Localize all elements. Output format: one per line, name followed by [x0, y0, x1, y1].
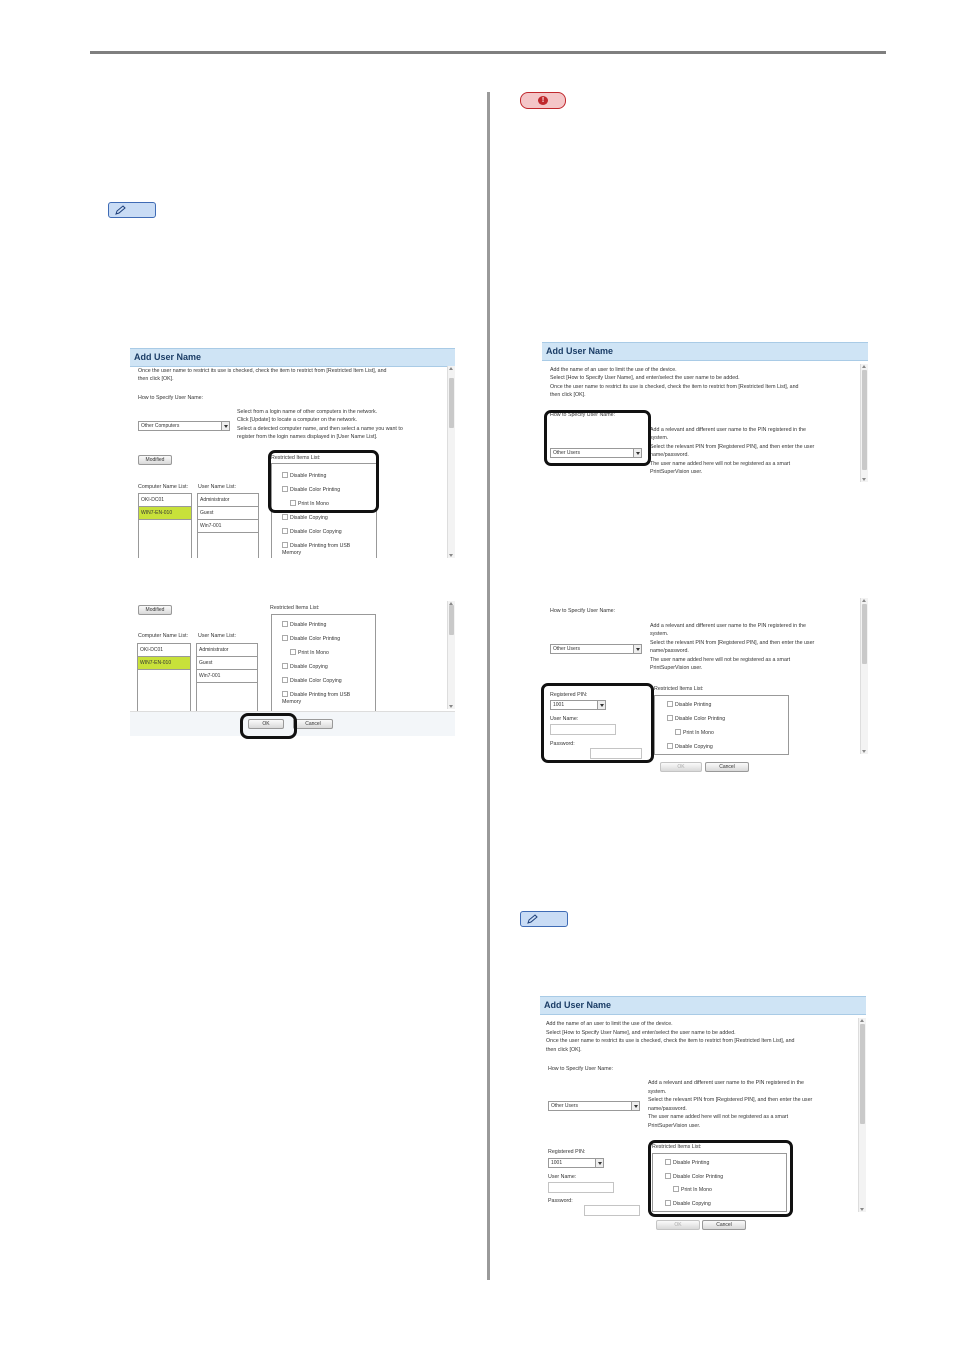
checkbox-item[interactable]: Disable Color Printing	[282, 486, 340, 494]
checkbox-item[interactable]: Print In Mono	[675, 729, 714, 737]
select-value: Other Computers	[141, 423, 180, 429]
scrollbar[interactable]	[860, 364, 868, 482]
dialog-header	[540, 996, 866, 1015]
password-label: Password:	[550, 741, 575, 747]
chevron-down-icon	[631, 1102, 639, 1110]
help-text: Select a detected computer name, and then select a name you want to	[237, 426, 403, 432]
registered-pin-select[interactable]	[548, 1158, 604, 1168]
description-text: Add the name of an user to limit the use of the device.	[546, 1021, 673, 1027]
header-rule	[90, 51, 886, 54]
help-text: The user name added here will not be registered as a smart	[648, 1114, 789, 1120]
dialog-title: Add User Name	[546, 346, 614, 356]
user-name-input[interactable]	[548, 1182, 614, 1193]
checkbox-item[interactable]: Disable Printing	[665, 1159, 709, 1167]
how-to-specify-label: How to Specify User Name:	[550, 608, 616, 614]
list-item[interactable]: OKI-DC01	[138, 644, 190, 657]
highlight-frame	[648, 1140, 793, 1217]
description-text: then click [OK].	[138, 376, 174, 382]
list-item[interactable]: Administrator	[197, 644, 257, 657]
description-text: Once the user name to restrict its use is checked, check the item to restrict from [Restricted Item List], and	[546, 1038, 795, 1044]
select-value: Other Users	[553, 646, 580, 652]
help-text: Select from a login name of other computers in the network.	[237, 409, 378, 415]
restricted-items-label: Restricted Items List:	[654, 686, 704, 692]
description-text: then click [OK].	[546, 1047, 582, 1053]
registered-pin-label: Registered PIN:	[548, 1149, 586, 1155]
checkbox-item[interactable]: Disable Color Copying	[282, 677, 342, 685]
list-item[interactable]: Win7-001	[197, 670, 257, 683]
scrollbar[interactable]	[860, 598, 868, 754]
list-item[interactable]: WIN7-EN-010	[139, 507, 191, 520]
checkbox-item[interactable]: Disable Color Printing	[665, 1173, 723, 1181]
description-text: Once the user name to restrict its use is checked, check the item to restrict from [Restricted Item List], and	[550, 384, 799, 390]
help-text: register from the login names displayed in [User Name List].	[237, 434, 378, 440]
select-value: Other Users	[553, 450, 580, 456]
cancel-button[interactable]: Cancel	[705, 762, 749, 772]
user-name-label: User Name:	[548, 1174, 577, 1180]
how-to-specify-label: How to Specify User Name:	[550, 412, 616, 418]
checkbox-item[interactable]: Print In Mono	[290, 500, 329, 508]
dialog-title: Add User Name	[544, 1000, 612, 1010]
help-text: Select the relevant PIN from [Registered PIN], and then enter the user	[648, 1097, 813, 1103]
how-to-specify-select[interactable]	[550, 644, 642, 654]
computer-name-list[interactable]	[137, 643, 191, 713]
description-text: Once the user name to restrict its use is checked, check the item to restrict from [Restricted Item List], and	[138, 368, 387, 374]
checkbox-item[interactable]: Print In Mono	[673, 1186, 712, 1194]
password-label: Password:	[548, 1198, 573, 1204]
checkbox-item[interactable]: Disable Copying	[282, 514, 328, 522]
registered-pin-label: Registered PIN:	[550, 692, 588, 698]
computer-name-list[interactable]	[138, 493, 192, 558]
ok-button[interactable]: OK	[248, 719, 284, 729]
column-divider	[487, 92, 490, 1280]
pencil-icon	[115, 205, 127, 215]
help-text: PrintSuperVision user.	[650, 665, 703, 671]
checkbox-item[interactable]: Disable Printing	[282, 621, 326, 629]
highlight-frame	[268, 450, 379, 513]
exclamation-icon: !	[538, 96, 548, 105]
modified-button[interactable]: Modified	[138, 605, 172, 615]
note-badge	[520, 92, 566, 109]
dialog-title: Add User Name	[134, 352, 202, 362]
memo-badge	[108, 202, 156, 218]
list-item[interactable]: Guest	[198, 507, 258, 520]
restricted-items-list	[654, 695, 789, 755]
user-list-label: User Name List:	[198, 484, 236, 490]
help-text: name/password.	[648, 1106, 687, 1112]
pencil-icon	[527, 914, 539, 924]
how-to-specify-select[interactable]	[138, 421, 230, 431]
list-item[interactable]: OKI-DC01	[139, 494, 191, 507]
user-name-label: User Name:	[550, 716, 579, 722]
help-text: name/password.	[650, 648, 689, 654]
ok-button[interactable]: OK	[660, 762, 702, 772]
restricted-items-list	[271, 614, 376, 713]
scrollbar[interactable]	[447, 366, 455, 558]
how-to-specify-label: How to Specify User Name:	[138, 395, 204, 401]
dialog-header	[130, 348, 455, 367]
ok-button[interactable]: OK	[656, 1220, 700, 1230]
item-continuation: Memory	[282, 550, 302, 556]
how-to-specify-select[interactable]	[548, 1101, 640, 1111]
checkbox-item[interactable]: Disable Printing	[282, 472, 326, 480]
modified-button[interactable]: Modified	[138, 455, 172, 465]
help-text: system.	[650, 631, 669, 637]
user-list-label: User Name List:	[198, 633, 236, 639]
restricted-items-label: Restricted Items List:	[270, 605, 320, 611]
help-text: Click [Update] to locate a computer on the network.	[237, 417, 358, 423]
cancel-button[interactable]: Cancel	[293, 719, 333, 729]
computer-list-label: Computer Name List:	[138, 633, 189, 639]
checkbox-item[interactable]: Print In Mono	[290, 649, 329, 657]
highlight-frame	[541, 683, 654, 763]
chevron-down-icon	[633, 645, 641, 653]
list-item[interactable]: Win7-001	[198, 520, 258, 533]
checkbox-item[interactable]: Disable Color Copying	[282, 528, 342, 536]
description-text: Select [How to Specify User Name], and enter/select the user name to be added.	[550, 375, 740, 381]
checkbox-item[interactable]: Disable Printing from USB	[282, 691, 350, 699]
highlight-frame	[544, 410, 651, 466]
checkbox-item[interactable]: Disable Printing	[667, 701, 711, 709]
scrollbar[interactable]	[447, 601, 455, 709]
help-text: PrintSuperVision user.	[648, 1123, 701, 1129]
help-text: Add a relevant and different user name to the PIN registered in the	[650, 623, 806, 629]
select-value: 1001	[551, 1160, 563, 1166]
help-text: Add a relevant and different user name to the PIN registered in the	[650, 427, 806, 433]
list-item[interactable]: Administrator	[198, 494, 258, 507]
checkbox-item[interactable]: Disable Printing from USB	[282, 542, 350, 550]
select-value: Other Users	[551, 1103, 578, 1109]
user-name-list[interactable]	[196, 643, 258, 713]
description-text: Add the name of an user to limit the use of the device.	[550, 367, 677, 373]
dialog-header	[542, 342, 868, 361]
help-text: name/password.	[650, 452, 689, 458]
checkbox-item[interactable]: Disable Copying	[665, 1200, 711, 1208]
help-text: Select the relevant PIN from [Registered PIN], and then enter the user	[650, 444, 815, 450]
description-text: Select [How to Specify User Name], and enter/select the user name to be added.	[546, 1030, 736, 1036]
help-text: The user name added here will not be registered as a smart	[650, 461, 791, 467]
description-text: then click [OK].	[550, 392, 586, 398]
help-text: The user name added here will not be registered as a smart	[650, 657, 791, 663]
checkbox-item[interactable]: Disable Copying	[667, 743, 713, 751]
cancel-button[interactable]: Cancel	[702, 1220, 746, 1230]
help-text: system.	[650, 435, 669, 441]
help-text: PrintSuperVision user.	[650, 469, 703, 475]
select-value: 1001	[553, 702, 565, 708]
list-item[interactable]: WIN7-EN-010	[138, 657, 190, 670]
list-item[interactable]: Guest	[197, 657, 257, 670]
password-input[interactable]	[584, 1205, 640, 1216]
computer-list-label: Computer Name List:	[138, 484, 189, 490]
item-continuation: Memory	[282, 699, 302, 705]
restricted-items-label: Restricted Items List:	[652, 1144, 702, 1150]
checkbox-item[interactable]: Disable Color Printing	[667, 715, 725, 723]
checkbox-item[interactable]: Disable Copying	[282, 663, 328, 671]
memo-badge	[520, 911, 568, 927]
chevron-down-icon	[595, 1159, 603, 1167]
restricted-items-label: Restricted Items List:	[271, 455, 321, 461]
help-text: Select the relevant PIN from [Registered PIN], and then enter the user	[650, 640, 815, 646]
highlight-frame	[240, 713, 297, 739]
chevron-down-icon	[221, 422, 229, 430]
help-text: system.	[648, 1089, 667, 1095]
help-text: Add a relevant and different user name to the PIN registered in the	[648, 1080, 804, 1086]
scrollbar[interactable]	[858, 1018, 866, 1212]
how-to-specify-label: How to Specify User Name:	[548, 1066, 614, 1072]
checkbox-item[interactable]: Disable Color Printing	[282, 635, 340, 643]
user-name-list[interactable]	[197, 493, 259, 558]
